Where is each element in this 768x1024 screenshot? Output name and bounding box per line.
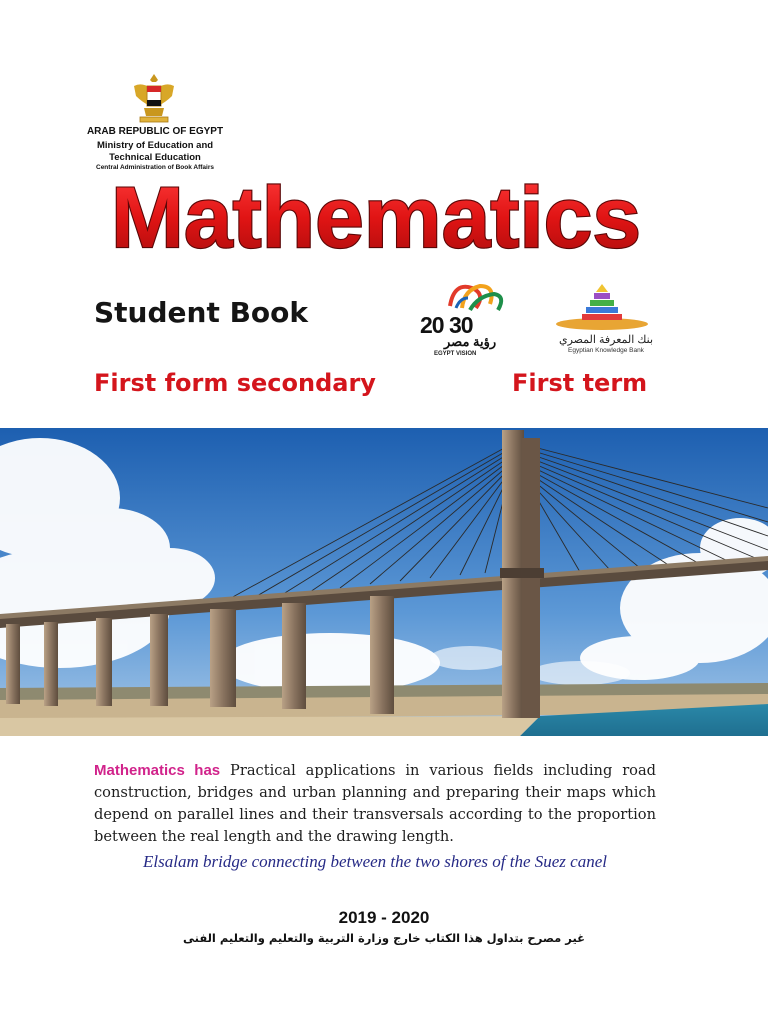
knowledge-bank-logo-icon — [552, 282, 652, 332]
distribution-notice: غير مصرح بتداول هذا الكتاب خارج وزارة التربية والتعليم والتعليم الفنى — [182, 931, 586, 945]
academic-year: 2019 - 2020 — [338, 908, 430, 927]
book-title-text: Mathematics — [111, 176, 641, 256]
book-title — [106, 176, 646, 256]
term-label: First term — [512, 369, 648, 397]
vision-logo-arabic: رؤية مصر — [444, 334, 497, 349]
description-body: Practical applications in various fields including road construction, bridges and urban planning and preparing their maps which depend on parallel lines and their transversals according to the proportion between the real length and the drawing length. — [94, 762, 656, 845]
photo-caption: Elsalam bridge connecting between the two shores of the Suez canel — [143, 852, 607, 871]
knowledge-bank-arabic: بنك المعرفة المصري — [558, 334, 654, 346]
grade-label: First form secondary — [94, 369, 376, 397]
subtitle: Student Book — [94, 296, 309, 329]
administration-name: Central Administration of Book Affairs — [96, 164, 214, 171]
description-paragraph — [94, 760, 656, 848]
knowledge-bank-english: Egyptian Knowledge Bank — [568, 347, 644, 354]
el-salam-bridge-photo — [0, 428, 768, 736]
vision-logo-number: 20 30 — [420, 312, 473, 338]
ministry-line-2: Technical Education — [109, 152, 201, 163]
ministry-line-1: Ministry of Education and — [96, 140, 214, 151]
vision-logo-english: EGYPT VISION — [434, 351, 477, 357]
country-name: ARAB REPUBLIC OF EGYPT — [86, 126, 224, 137]
description-lead: Mathematics has — [94, 762, 221, 779]
egypt-eagle-emblem-icon — [132, 72, 176, 124]
